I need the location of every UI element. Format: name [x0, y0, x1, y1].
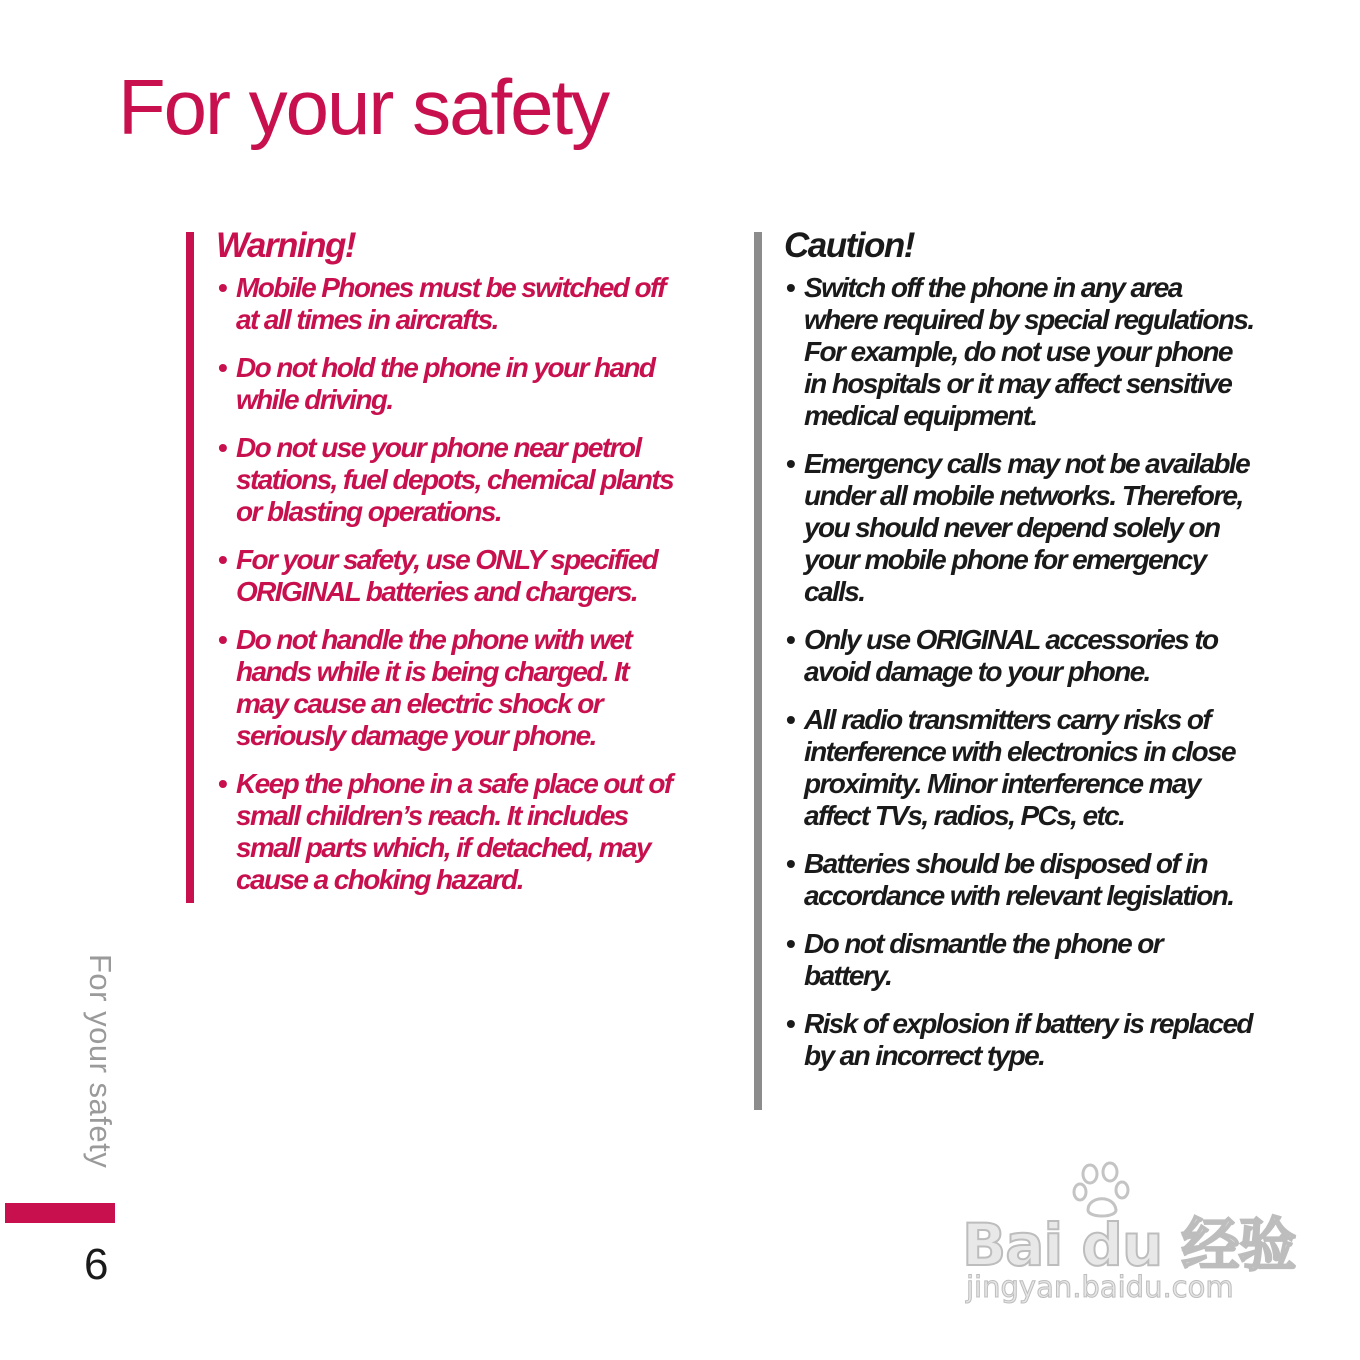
caution-item-text: Switch off the phone in any area where required by special regulations. For example, do not use your phone in hospitals or it may affect sensitive medical equipment.	[804, 272, 1254, 431]
warning-item-text: Mobile Phones must be switched off at all times in aircrafts.	[236, 272, 665, 335]
warning-heading: Warning!	[216, 226, 356, 265]
bullet-icon: •	[786, 1008, 795, 1039]
page-title: For your safety	[118, 63, 609, 151]
caution-section	[754, 226, 1254, 1110]
caution-item	[786, 624, 1254, 688]
warning-item	[218, 272, 676, 336]
bullet-icon: •	[786, 448, 795, 479]
warning-item	[218, 352, 676, 416]
bullet-icon: •	[786, 272, 795, 303]
bullet-icon: •	[786, 928, 795, 959]
caution-item	[786, 928, 1254, 992]
warning-item	[218, 432, 676, 528]
bullet-icon: •	[218, 624, 227, 655]
caution-item	[786, 1008, 1254, 1072]
side-section-label: For your safety	[83, 954, 118, 1169]
bullet-icon: •	[218, 432, 227, 463]
warning-list	[218, 272, 676, 896]
caution-item-text: Emergency calls may not be available under all mobile networks. Therefore, you should never depend solely on your mobile phone for emergency calls.	[804, 448, 1250, 607]
caution-item-text: Only use ORIGINAL accessories to avoid damage to your phone.	[804, 624, 1218, 687]
caution-item	[786, 704, 1254, 832]
warning-item	[218, 544, 676, 608]
side-accent-bar	[5, 1203, 115, 1223]
warning-item-text: Do not hold the phone in your hand while driving.	[236, 352, 655, 415]
warning-item-text: Do not use your phone near petrol stations, fuel depots, chemical plants or blasting operations.	[236, 432, 674, 527]
bullet-icon: •	[218, 352, 227, 383]
caution-heading: Caution!	[784, 226, 914, 265]
warning-item-text: For your safety, use ONLY specified ORIGINAL batteries and chargers.	[236, 544, 658, 607]
bullet-icon: •	[786, 704, 795, 735]
watermark-url: jingyan.baidu.com	[966, 1270, 1234, 1304]
caution-list	[786, 272, 1254, 1072]
caution-item	[786, 848, 1254, 912]
bullet-icon: •	[218, 768, 227, 799]
caution-item	[786, 272, 1254, 432]
caution-item-text: Risk of explosion if battery is replaced by an incorrect type.	[804, 1008, 1252, 1071]
bullet-icon: •	[218, 544, 227, 575]
caution-item-text: All radio transmitters carry risks of interference with electronics in close proximity. Minor interference may affect TVs, radios, PCs, etc.	[804, 704, 1235, 831]
bullet-icon: •	[786, 848, 795, 879]
bullet-icon: •	[218, 272, 227, 303]
warning-item-text: Keep the phone in a safe place out of small children’s reach. It includes small parts which, if detached, may cause a choking hazard.	[236, 768, 672, 895]
caution-item	[786, 448, 1254, 608]
caution-item-text: Batteries should be disposed of in accordance with relevant legislation.	[804, 848, 1234, 911]
watermark-logo-text: Bai du 经验	[962, 1211, 1296, 1279]
warning-item-text: Do not handle the phone with wet hands while it is being charged. It may cause an electric shock or seriously damage your phone.	[236, 624, 632, 751]
warning-item	[218, 624, 676, 752]
warning-section	[186, 226, 676, 903]
page-number: 6	[84, 1240, 109, 1289]
baidu-watermark	[962, 1158, 1296, 1308]
bullet-icon: •	[786, 624, 795, 655]
caution-item-text: Do not dismantle the phone or battery.	[804, 928, 1163, 991]
warning-item	[218, 768, 676, 896]
